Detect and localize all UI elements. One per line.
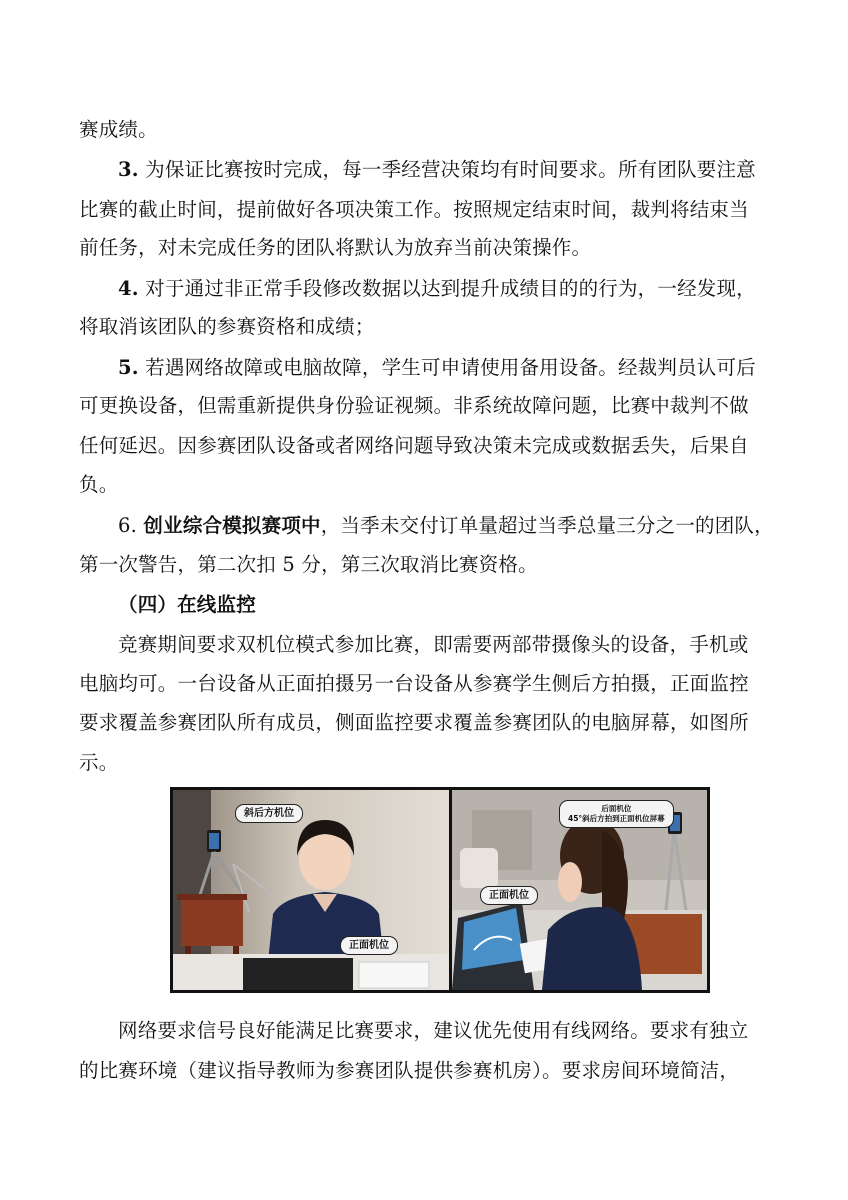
item-number: 4. [118, 277, 139, 300]
item-number: 5. [118, 356, 139, 379]
item-text: ，当季未交付订单量超过当季总量三分之一的团队， [320, 514, 774, 537]
rear-label-title: 后面机位 [601, 804, 632, 813]
list-item-5 [118, 354, 818, 382]
list-item-4 [118, 275, 818, 303]
camera-label-rear-oblique: 斜后方机位 [235, 804, 303, 823]
item-text: 若遇网络故障或电脑故障，学生可申请使用备用设备。经裁判员认可后 [145, 356, 756, 379]
section-heading: （四）在线监控 [118, 593, 256, 616]
rear-label-caption: 45°斜后方拍到正面机位屏幕 [568, 814, 665, 823]
camera-label-front: 正面机位 [480, 886, 538, 905]
camera-label-front: 正面机位 [340, 936, 398, 955]
paragraph-line: 要求覆盖参赛团队所有成员，侧面监控要求覆盖参赛团队的电脑屏幕，如图所 [79, 711, 749, 734]
paragraph-line: 网络要求信号良好能满足比赛要求，建议优先使用有线网络。要求有独立 [118, 1019, 749, 1042]
paragraph-line: 第一次警告，第二次扣 5 分，第三次取消比赛资格。 [79, 553, 538, 576]
paragraph-line: 的比赛环境（建议指导教师为参赛团队提供参赛机房）。要求房间环境简洁， [79, 1059, 740, 1082]
item-text: 对于通过非正常手段修改数据以达到提升成绩目的的行为，一经发现， [145, 277, 756, 300]
list-item-3 [118, 156, 818, 184]
list-item-6 [118, 512, 818, 540]
front-view-photo [173, 790, 449, 990]
paragraph-line: 将取消该团队的参赛资格和成绩； [79, 315, 375, 338]
bold-phrase: 创业综合模拟赛项中 [143, 514, 321, 537]
camera-label-rear [559, 800, 674, 828]
front-view-illustration [173, 790, 449, 990]
paragraph-line: 负。 [79, 473, 119, 496]
paragraph-line: 比赛的截止时间，提前做好各项决策工作。按照规定结束时间，裁判将结束当 [79, 198, 749, 221]
item-number: 3. [118, 158, 139, 181]
rear-view-photo [452, 790, 707, 990]
paragraph-line: 赛成绩。 [79, 118, 158, 141]
paragraph-line: 任何延迟。因参赛团队设备或者网络问题导致决策未完成或数据丢失，后果自 [79, 434, 749, 457]
item-number: 6. [118, 514, 138, 537]
paragraph-line: 前任务，对未完成任务的团队将默认为放弃当前决策操作。 [79, 236, 592, 259]
item-text: 为保证比赛按时完成，每一季经营决策均有时间要求。所有团队要注意 [145, 158, 756, 181]
paragraph-line: 电脑均可。一台设备从正面拍摄另一台设备从参赛学生侧后方拍摄，正面监控 [79, 672, 749, 695]
paragraph-line: 示。 [79, 751, 119, 774]
paragraph-line: 可更换设备，但需重新提供身份验证视频。非系统故障问题，比赛中裁判不做 [79, 394, 749, 417]
dual-camera-figure [170, 787, 710, 993]
paragraph-line: 竞赛期间要求双机位模式参加比赛，即需要两部带摄像头的设备，手机或 [118, 633, 749, 656]
